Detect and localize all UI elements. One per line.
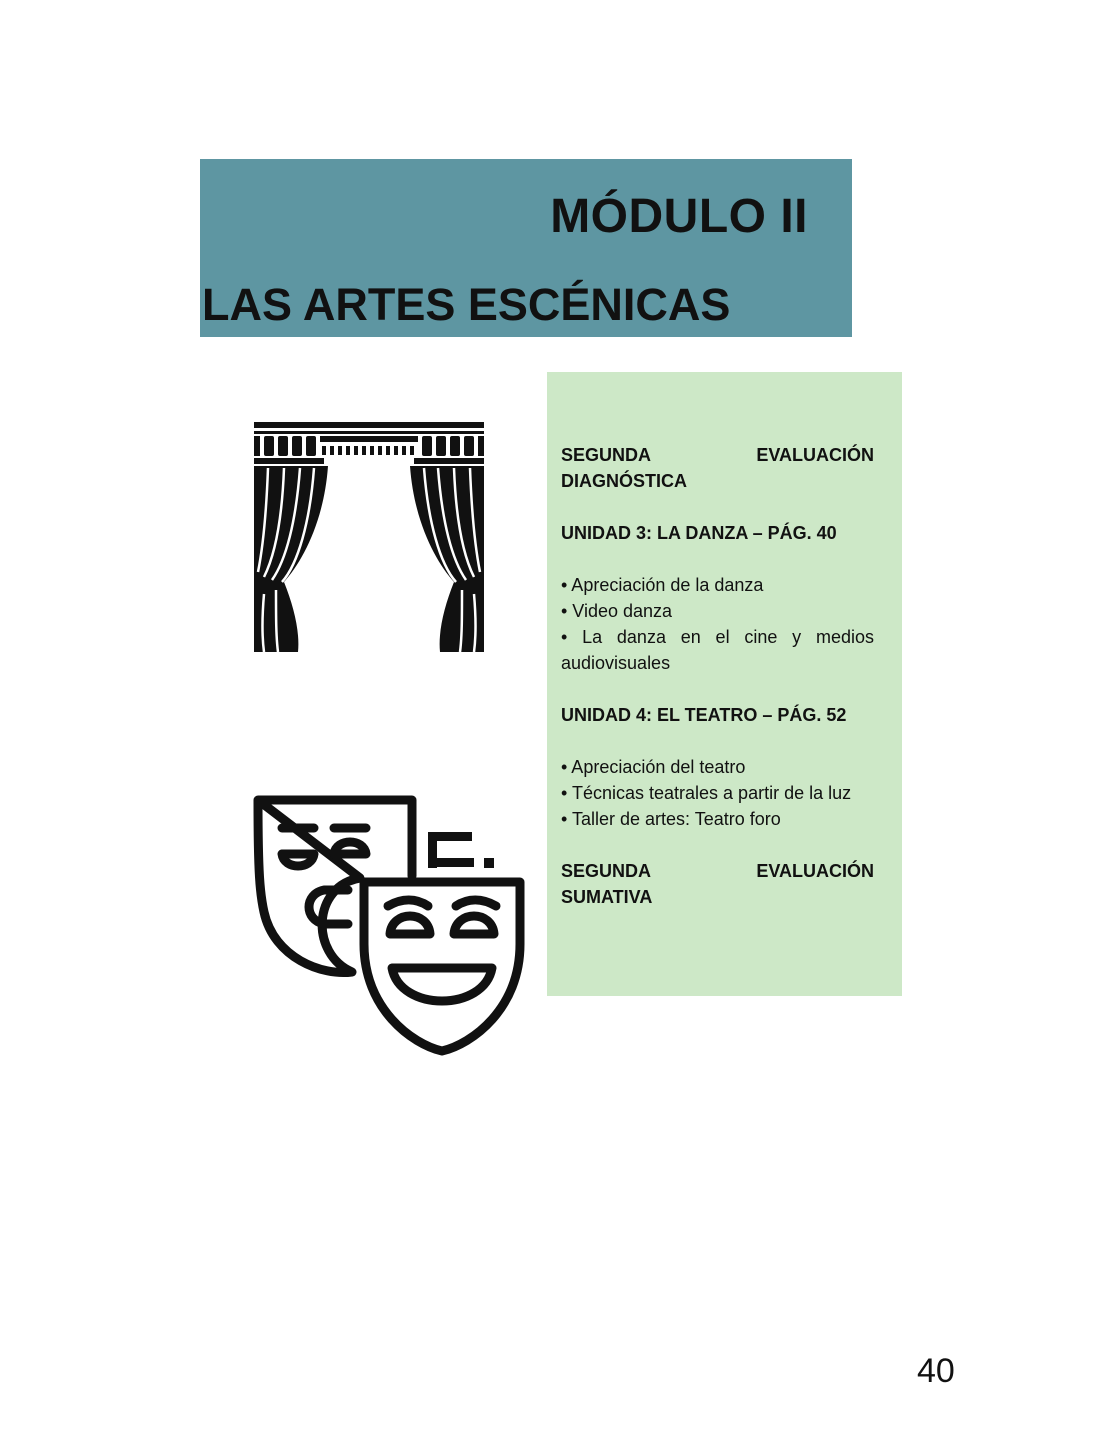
unit-4-title: UNIDAD 4: EL TEATRO – PÁG. 52: [561, 705, 847, 725]
heading-word: EVALUACIÓN: [756, 445, 874, 465]
list-item: • Taller de artes: Teatro foro: [561, 809, 781, 829]
module-banner: [200, 159, 852, 337]
diagnostic-evaluation-heading-line2: DIAGNÓSTICA: [561, 471, 687, 491]
list-item: • Técnicas teatrales a partir de la luz: [561, 783, 852, 803]
diagnostic-evaluation-heading: [561, 442, 874, 468]
module-title: MÓDULO II: [550, 190, 808, 243]
list-item: • La danza en el cine y medios audiovisuales: [561, 627, 874, 673]
heading-word: SEGUNDA: [561, 445, 651, 465]
theater-curtain-icon: [254, 422, 484, 652]
module-subtitle: LAS ARTES ESCÉNICAS: [202, 279, 731, 330]
summative-evaluation-heading-line2: SUMATIVA: [561, 887, 653, 907]
list-item: • Video danza: [561, 601, 673, 621]
list-item: • Apreciación del teatro: [561, 757, 746, 777]
page-number: 40: [917, 1352, 955, 1390]
summative-evaluation-heading: [561, 858, 874, 884]
heading-word: EVALUACIÓN: [756, 861, 874, 881]
contents-box: [547, 372, 902, 996]
theater-masks-icon: [252, 794, 526, 1056]
heading-word: SEGUNDA: [561, 861, 651, 881]
unit-3-title: UNIDAD 3: LA DANZA – PÁG. 40: [561, 523, 837, 543]
list-item: • Apreciación de la danza: [561, 575, 764, 595]
